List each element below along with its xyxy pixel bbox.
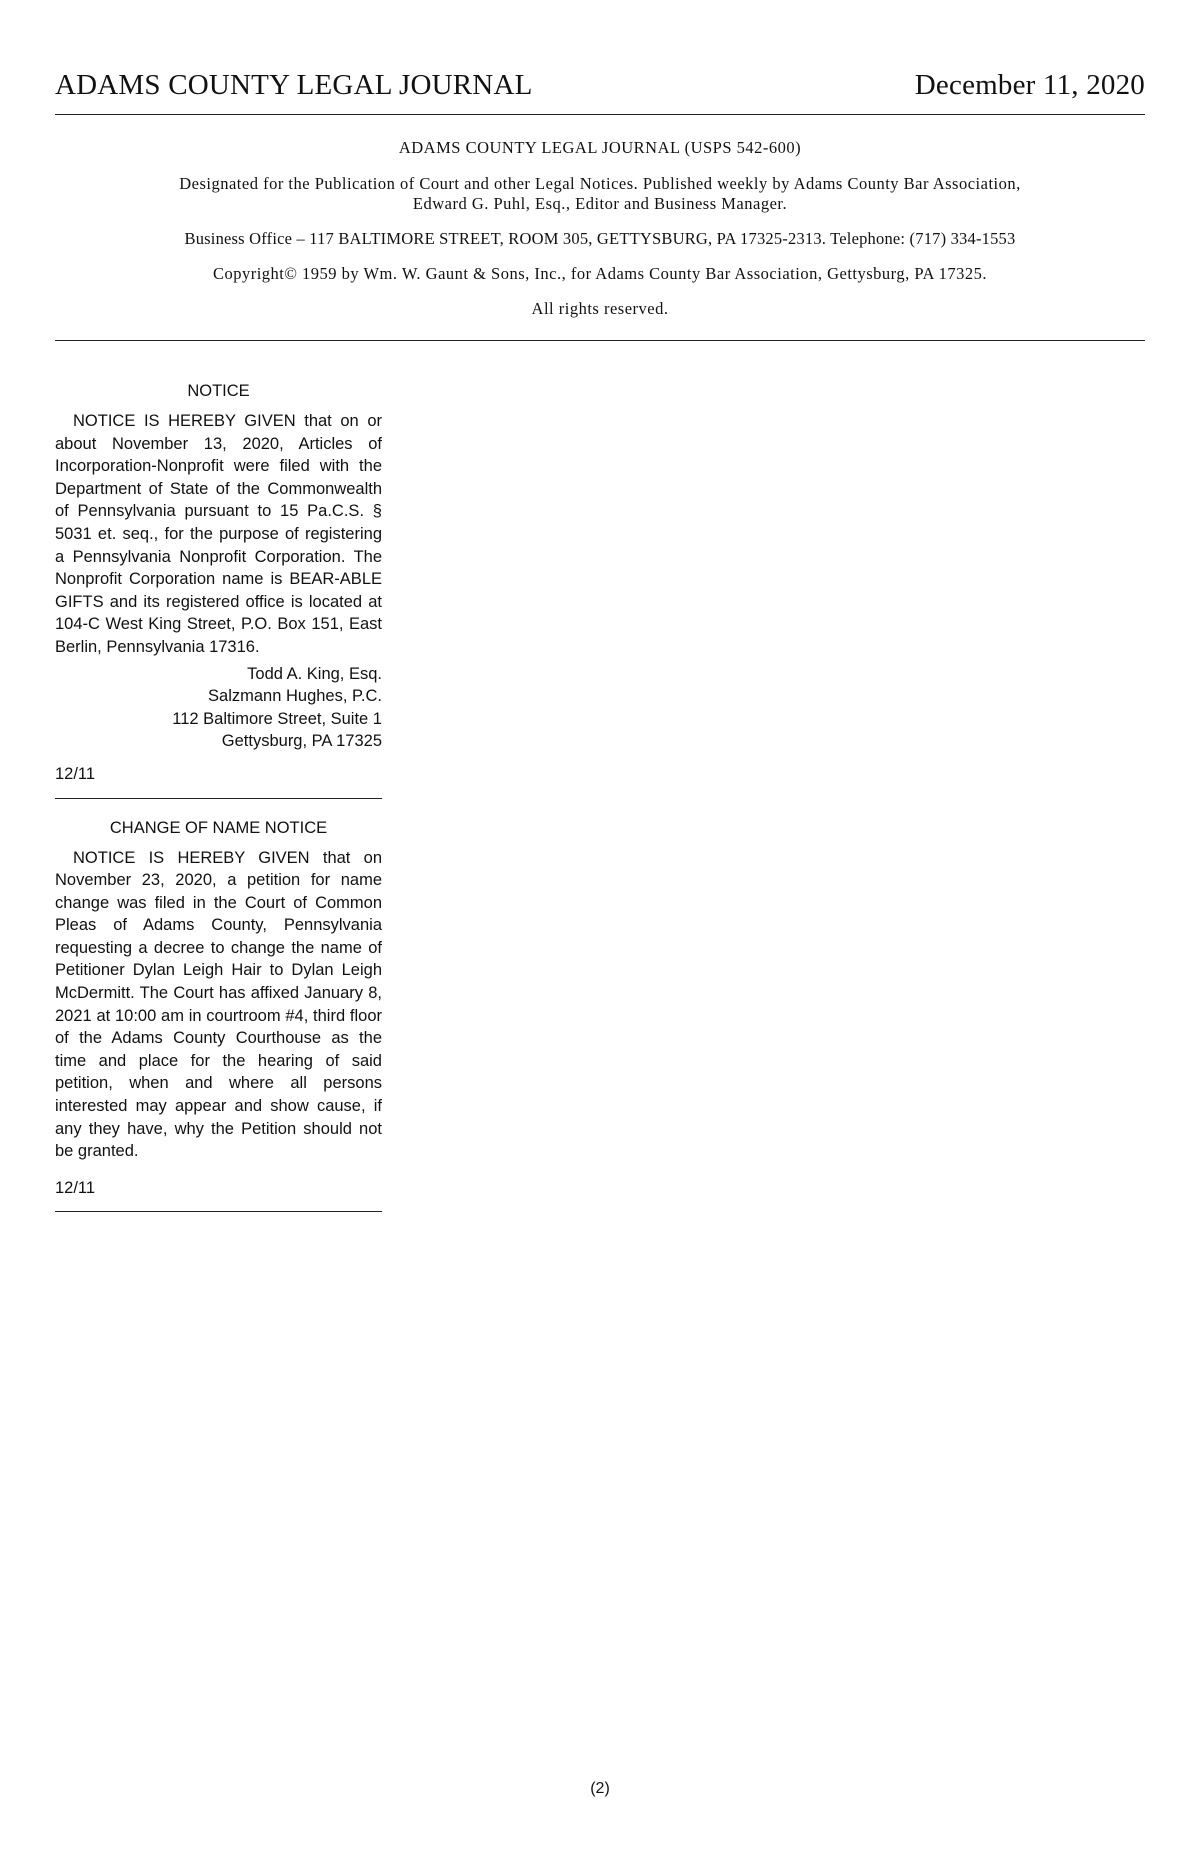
masthead-designation-line2: Edward G. Puhl, Esq., Editor and Business Manager.	[412, 194, 788, 213]
notice-divider	[55, 1211, 382, 1212]
page-header	[55, 68, 1145, 114]
masthead	[55, 138, 1145, 319]
page-number: (2)	[590, 1780, 610, 1797]
journal-title: ADAMS COUNTY LEGAL JOURNAL	[55, 69, 533, 101]
notice-body: NOTICE IS HEREBY GIVEN that on or about November 13, 2020, Articles of Incorporation-Nonprofit were filed with the Department of State of the Commonwealth of Pennsylvania pursuant to 15 Pa.C.S. § 5031 et. seq., for the purpose of registering a Pennsylvania Nonprofit Corporation. The Nonprofit Corporation name is BEAR-ABLE GIFTS and its registered office is located at 104-C West King Street, P.O. Box 151, East Berlin, Pennsylvania 17316.	[55, 412, 382, 656]
notice-divider	[55, 798, 382, 799]
issue-date: December 11, 2020	[914, 69, 1145, 101]
notice-heading: NOTICE	[187, 382, 250, 400]
notice-heading: CHANGE OF NAME NOTICE	[109, 818, 328, 837]
notice-body: NOTICE IS HEREBY GIVEN that on November 23, 2020, a petition for name change was filed in the Court of Common Pleas of Adams County, Pennsylvania requesting a decree to change the name of Petitioner Dylan Leigh Hair to Dylan Leigh McDermitt. The Court has affixed January 8, 2021 at 10:00 am in courtroom #4, third floor of the Adams County Courthouse as the time and place for the hearing of said petition, when and where all persons interested may appear and show cause, if any they have, why the Petition should not be granted.	[55, 848, 382, 1161]
notice-name-change	[55, 817, 382, 1200]
masthead-rights: All rights reserved.	[531, 299, 669, 318]
notice-signature	[55, 663, 382, 753]
signature-city: Gettysburg, PA 17325	[221, 732, 382, 751]
masthead-title: ADAMS COUNTY LEGAL JOURNAL (USPS 542-600)	[398, 138, 802, 157]
signature-address: 112 Baltimore Street, Suite 1	[172, 709, 382, 728]
masthead-copyright: Copyright© 1959 by Wm. W. Gaunt & Sons, Inc., for Adams County Bar Association, Gettysburg, PA 17325.	[212, 264, 988, 283]
masthead-designation	[55, 174, 1145, 214]
signature-name: Todd A. King, Esq.	[247, 664, 382, 683]
notice-date: 12/11	[55, 1178, 96, 1197]
masthead-designation-line1: Designated for the Publication of Court and other Legal Notices. Published weekly by Adams County Bar Association,	[179, 174, 1021, 193]
header-rule	[55, 114, 1145, 115]
masthead-rule	[55, 340, 1145, 341]
notices-column	[55, 380, 382, 1230]
masthead-business-office: Business Office – 117 BALTIMORE STREET, ROOM 305, GETTYSBURG, PA 17325-2313. Telephone: (717) 334-1553	[184, 229, 1016, 248]
signature-firm: Salzmann Hughes, P.C.	[208, 687, 382, 706]
notice-date: 12/11	[55, 764, 96, 783]
notice-incorporation	[55, 380, 382, 786]
